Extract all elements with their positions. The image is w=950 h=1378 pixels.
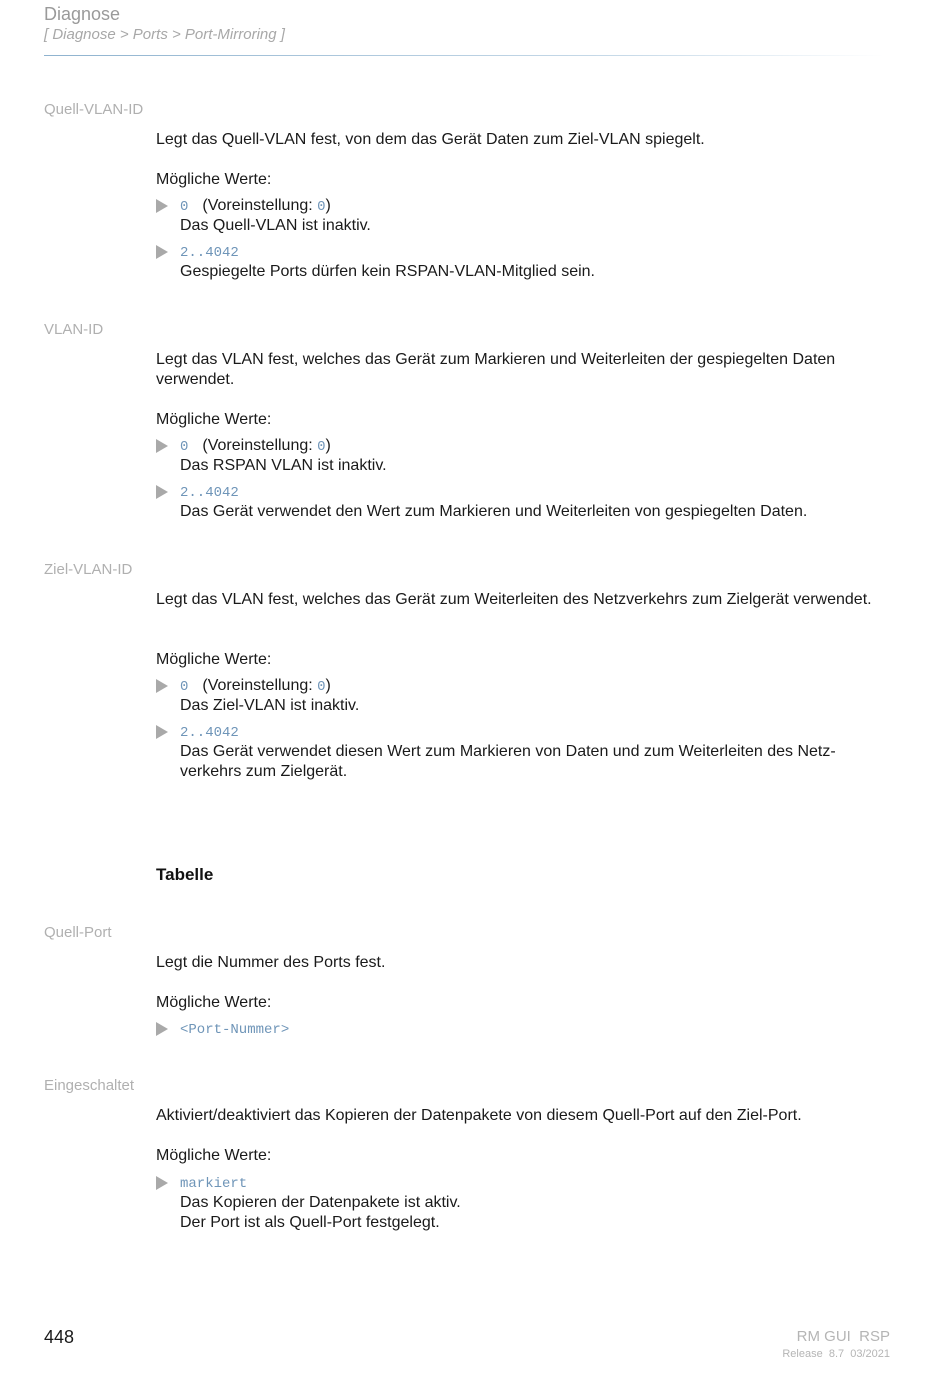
possible-values-label: Mögliche Werte:	[156, 411, 272, 428]
value-code: 0	[180, 439, 189, 455]
possible-values-label: Mögliche Werte:	[156, 1147, 272, 1164]
param-description: Aktiviert/deaktiviert das Kopieren der Datenpakete von diesem Quell-Port auf den Ziel-Port.	[156, 1107, 802, 1124]
possible-values-label: Mögliche Werte:	[156, 651, 272, 668]
value-note-code: 0	[317, 439, 326, 455]
value-description: Das RSPAN VLAN ist inaktiv.	[180, 457, 387, 474]
breadcrumb: [ Diagnose > Ports > Port-Mirroring ]	[44, 26, 285, 43]
value-item	[180, 482, 239, 503]
header-rule	[44, 55, 884, 56]
bullet-triangle-icon	[156, 679, 168, 693]
value-code: 0	[180, 199, 189, 215]
param-description: Legt das VLAN fest, welches das Gerät zum Weiterleiten des Netzverkehrs zum Zielgerät verwendet.	[156, 591, 872, 608]
value-description: Gespiegelte Ports dürfen kein RSPAN-VLAN-Mitglied sein.	[180, 263, 595, 280]
value-note-end: )	[325, 437, 331, 454]
value-item	[180, 1173, 247, 1194]
value-item	[180, 676, 331, 697]
value-code: markiert	[180, 1176, 248, 1192]
value-description: Das Quell-VLAN ist inaktiv.	[180, 217, 371, 234]
value-note-end: )	[325, 677, 331, 694]
param-description: Legt die Nummer des Ports fest.	[156, 954, 386, 971]
param-label-ziel-vlan-id: Ziel-VLAN-ID	[44, 561, 133, 578]
value-item	[180, 436, 331, 457]
value-note: (Voreinstellung:	[202, 677, 318, 694]
possible-values-label: Mögliche Werte:	[156, 994, 272, 1011]
value-description: Das Ziel-VLAN ist inaktiv.	[180, 697, 360, 714]
value-description: Das Gerät verwendet diesen Wert zum Markieren von Daten und zum Weiterleiten des Netz-verkehrs zum Zielgerät.	[180, 743, 836, 780]
bullet-triangle-icon	[156, 199, 168, 213]
value-code: 2..4042	[180, 725, 239, 741]
footer-doc-title: RM GUI RSP	[796, 1328, 890, 1345]
param-description: Legt das Quell-VLAN fest, von dem das Gerät Daten zum Ziel-VLAN spiegelt.	[156, 131, 705, 148]
value-description: Das Kopieren der Datenpakete ist aktiv.	[180, 1194, 461, 1211]
footer-release: Release 8.7 03/2021	[782, 1348, 890, 1360]
bullet-triangle-icon	[156, 1176, 168, 1190]
bullet-triangle-icon	[156, 485, 168, 499]
param-label-eingeschaltet: Eingeschaltet	[44, 1077, 135, 1094]
possible-values-label: Mögliche Werte:	[156, 171, 272, 188]
value-description: Das Gerät verwendet den Wert zum Markieren und Weiterleiten von gespiegelten Daten.	[180, 503, 808, 520]
value-code: <Port-Nummer>	[180, 1022, 290, 1038]
param-description: Legt das VLAN fest, welches das Gerät zum Markieren und Weiterleiten der gespiegelten Daten verwendet.	[156, 351, 836, 388]
page-number: 448	[44, 1327, 75, 1347]
value-item	[180, 722, 239, 743]
value-code: 0	[180, 679, 189, 695]
bullet-triangle-icon	[156, 1022, 168, 1036]
value-code: 2..4042	[180, 245, 239, 261]
value-note-code: 0	[317, 679, 326, 695]
bullet-triangle-icon	[156, 439, 168, 453]
param-label-quell-vlan-id: Quell-VLAN-ID	[44, 101, 144, 118]
value-description: Der Port ist als Quell-Port festgelegt.	[180, 1214, 440, 1231]
value-item	[180, 196, 331, 217]
bullet-triangle-icon	[156, 725, 168, 739]
bullet-triangle-icon	[156, 245, 168, 259]
value-note-code: 0	[317, 199, 326, 215]
value-note-end: )	[325, 197, 331, 214]
section-heading-tabelle: Tabelle	[156, 865, 214, 884]
value-note: (Voreinstellung:	[202, 197, 318, 214]
value-code: 2..4042	[180, 485, 239, 501]
value-item	[180, 242, 239, 263]
param-label-vlan-id: VLAN-ID	[44, 321, 104, 338]
value-item	[180, 1019, 289, 1040]
param-label-quell-port: Quell-Port	[44, 924, 112, 941]
value-note: (Voreinstellung:	[202, 437, 318, 454]
chapter-title: Diagnose	[44, 4, 121, 24]
